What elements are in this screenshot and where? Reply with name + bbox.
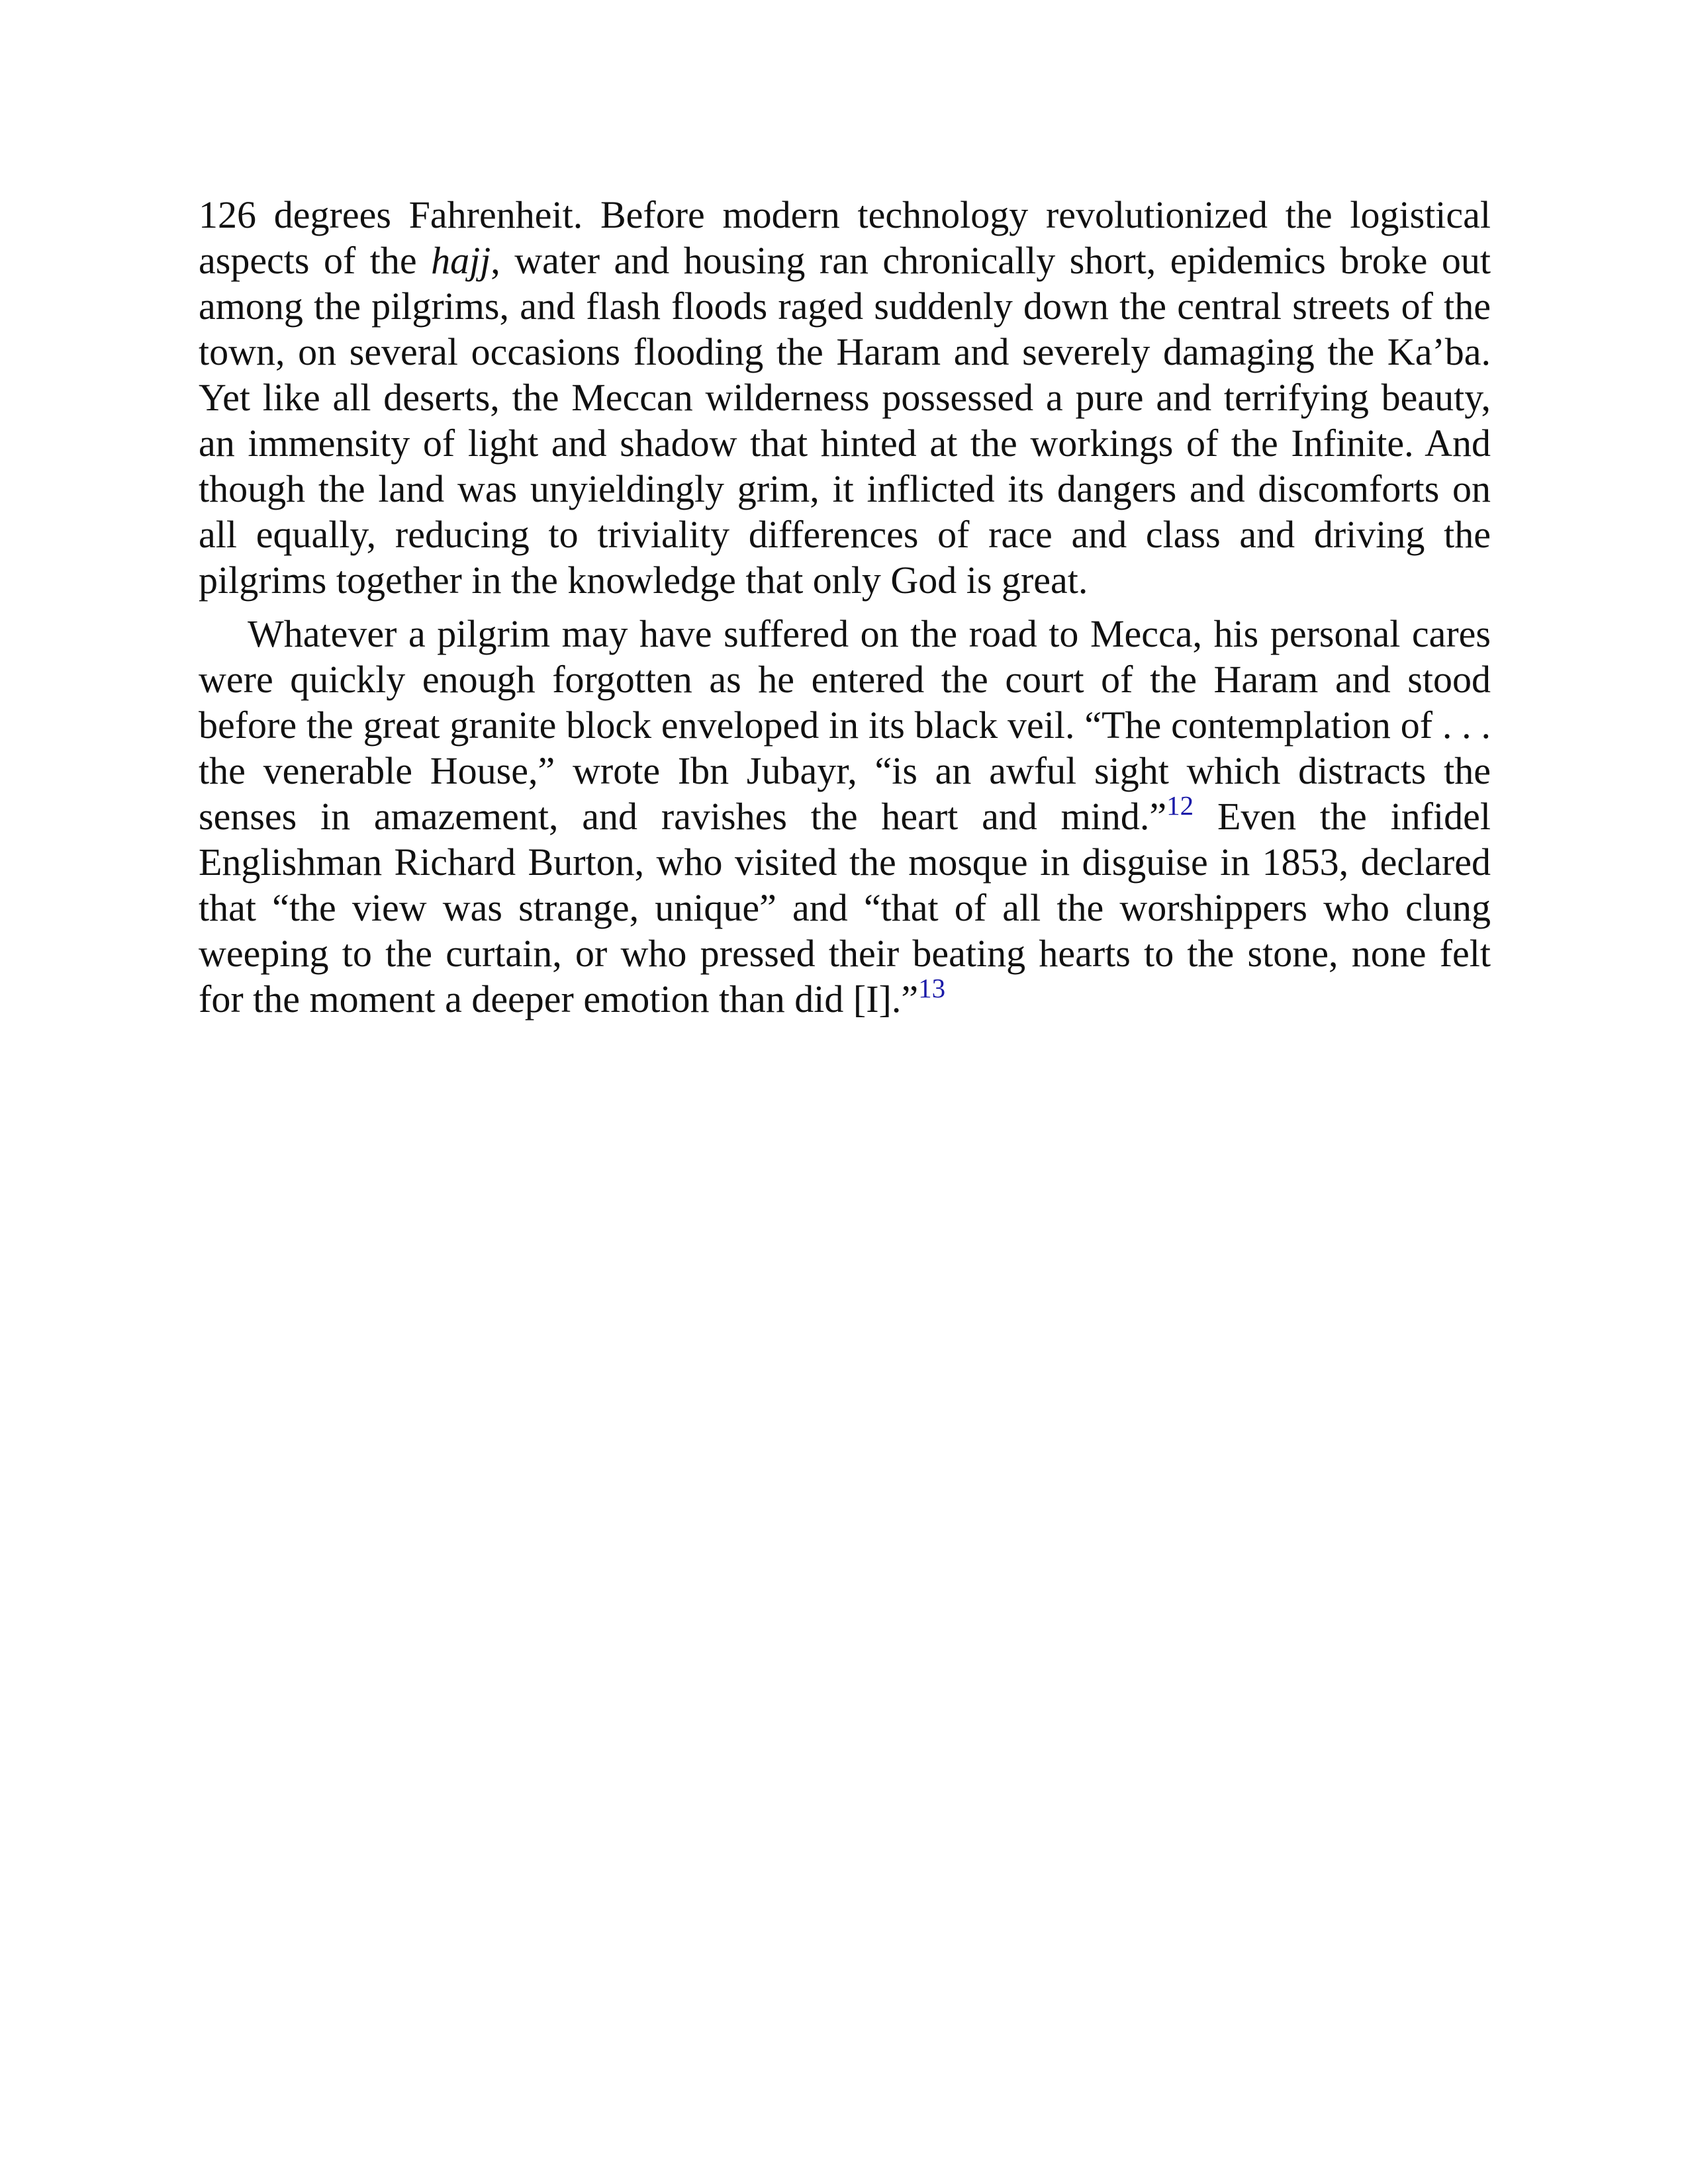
page-body bbox=[199, 192, 1491, 1022]
paragraph-2 bbox=[199, 611, 1491, 1022]
paragraph-1 bbox=[199, 192, 1491, 603]
term-hajj: hajj bbox=[431, 239, 491, 282]
paragraph-1-text-a: 126 degrees Fahrenheit. Before modern technology revolutionized the logistical aspects of the bbox=[199, 193, 1491, 282]
paragraph-1-text-b: , water and housing ran chronically short, epidemics broke out among the pilgrims, and flash floods raged suddenly down the central streets of the town, on several occasions flooding the Haram and severely damaging the Ka’ba. Yet like all deserts, the Meccan wilderness possessed a pure and terrifying beauty, an immensity of light and shadow that hinted at the workings of the Infinite. And though the land was unyieldingly grim, it inflicted its dangers and discomforts on all equally, reducing to triviality differences of race and class and driving the pilgrims together in the knowledge that only God is great. bbox=[199, 239, 1491, 602]
paragraph-2-text-b: Even the infidel Englishman Richard Burton, who visited the mosque in disguise in 1853, declared that “the view was strange, unique” and “that of all the worshippers who clung weeping to the curtain, or who pressed their beating hearts to the stone, none felt for the moment a deeper emotion than did [I].” bbox=[199, 795, 1491, 1021]
footnote-link-13[interactable]: 13 bbox=[918, 973, 946, 1003]
footnote-link-12[interactable]: 12 bbox=[1166, 790, 1194, 821]
paragraph-2-text-a: Whatever a pilgrim may have suffered on the road to Mecca, his personal cares were quickly enough forgotten as he entered the court of the Haram and stood before the great granite block enveloped in its black veil. “The contemplation of . . . the venerable House,” wrote Ibn Jubayr, “is an awful sight which distracts the senses in amazement, and ravishes the heart and mind.” bbox=[199, 612, 1491, 838]
